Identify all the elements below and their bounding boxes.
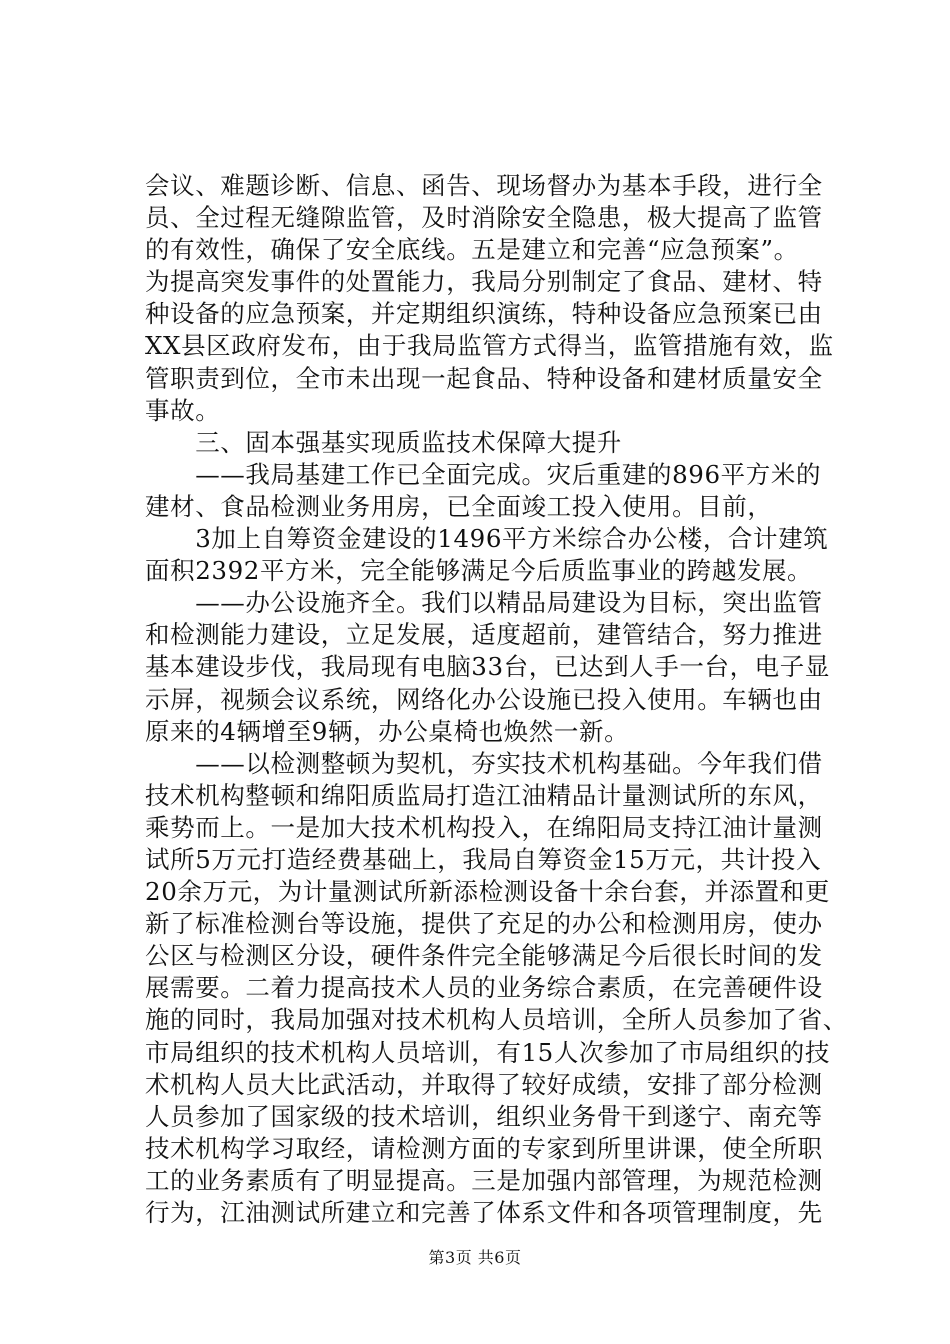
text-line: 3加上自筹资金建设的1496平方米综合办公楼，合计建筑 (145, 524, 829, 554)
text-line: 面积2392平方米，完全能够满足今后质监事业的跨越发展。 (145, 556, 813, 586)
text-line: 新了标准检测台等设施，提供了充足的办公和检测用房，使办 (145, 909, 823, 939)
text-line: XX县区政府发布，由于我局监管方式得当，监管措施有效，监 (145, 331, 834, 361)
text-line: 管职责到位，全市未出现一起食品、特种设备和建材质量安全 (145, 363, 823, 393)
text-line: 技术机构整顿和绵阳质监局打造江油精品计量测试所的东风， (145, 780, 823, 810)
text-line: 施的同时，我局加强对技术机构人员培训，全所人员参加了省、 (145, 1005, 848, 1035)
text-line: ——以检测整顿为契机，夯实技术机构基础。今年我们借 (145, 748, 823, 778)
text-line: 示屏，视频会议系统，网络化办公设施已投入使用。车辆也由 (145, 684, 823, 714)
text-line: 市局组织的技术机构人员培训，有15人次参加了市局组织的技 (145, 1037, 830, 1067)
text-line: 人员参加了国家级的技术培训，组织业务骨干到遂宁、南充等 (145, 1101, 823, 1131)
text-line: ——我局基建工作已全面完成。灾后重建的896平方米的 (145, 459, 822, 489)
text-line: 技术机构学习取经，请检测方面的专家到所里讲课，使全所职 (145, 1133, 823, 1163)
text-line: 种设备的应急预案，并定期组织演练，特种设备应急预案已由 (145, 299, 823, 329)
text-line: 展需要。二着力提高技术人员的业务综合素质，在完善硬件设 (145, 973, 823, 1003)
text-line: ——办公设施齐全。我们以精品局建设为目标，突出监管 (145, 588, 823, 618)
text-line: 为提高突发事件的处置能力，我局分别制定了食品、建材、特 (145, 267, 823, 297)
text-line: 的有效性，确保了安全底线。五是建立和完善“应急预案”。 (145, 235, 799, 265)
text-line: 行为，江油测试所建立和完善了体系文件和各项管理制度，先 (145, 1198, 823, 1227)
text-line: 术机构人员大比武活动，并取得了较好成绩，安排了部分检测 (145, 1069, 823, 1099)
text-line: 试所5万元打造经费基础上，我局自筹资金15万元，共计投入 (145, 844, 822, 874)
text-line: 和检测能力建设，立足发展，适度超前，建管结合，努力推进 (145, 620, 823, 650)
text-line: 公区与检测区分设，硬件条件完全能够满足今后很长时间的发 (145, 941, 823, 971)
text-line: 20余万元，为计量测试所新添检测设备十余台套，并添置和更 (145, 877, 830, 907)
text-line: 工的业务素质有了明显提高。三是加强内部管理，为规范检测 (145, 1165, 823, 1195)
text-line: 基本建设步伐，我局现有电脑33台，已达到人手一台，电子显 (145, 652, 830, 682)
text-line: 三、固本强基实现质监技术保障大提升 (145, 427, 622, 457)
text-line: 会议、难题诊断、信息、函告、现场督办为基本手段，进行全 (145, 171, 823, 200)
text-line: 建材、食品检测业务用房，已全面竣工投入使用。目前， (145, 491, 773, 521)
text-line: 乘势而上。一是加大技术机构投入，在绵阳局支持江油计量测 (145, 812, 823, 842)
body-text (145, 170, 848, 1229)
text-line: 事故。 (145, 395, 221, 425)
text-line: 员、全过程无缝隙监管，及时消除安全隐患，极大提高了监管 (145, 203, 823, 233)
page-footer: 第3页 共6页 (428, 1248, 522, 1267)
text-line: 原来的4辆增至9辆，办公桌椅也焕然一新。 (145, 716, 630, 746)
